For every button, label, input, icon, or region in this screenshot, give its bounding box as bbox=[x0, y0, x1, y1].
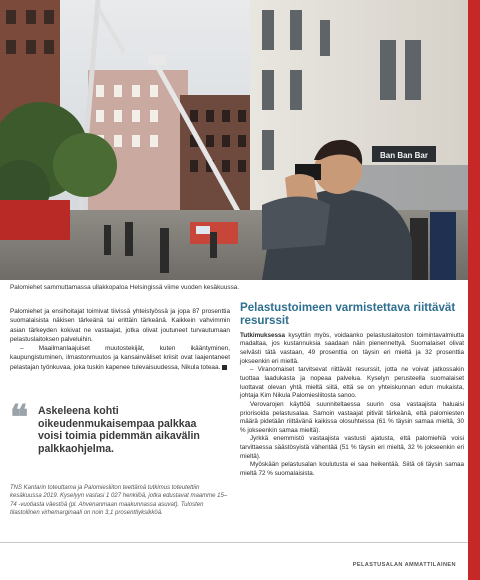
quote-mark-icon: ❝ bbox=[10, 398, 29, 438]
right-paragraph-2: – Viranomaiset tarvitsevat riittävät resurssit, jotta ne voivat jatkossakin tuottaa laadukasta ja nopeaa palvelua. Kyselyn perusteella suomalaiset luottavat olevan yhtä mieltä siitä, että se on yhteiskunnan edun mukaista, johtaja Kim Nikula Palomiesliitosta sanoo. bbox=[240, 366, 464, 400]
pull-quote-text: Askeleena kohti oikeudenmukaisempaa palkkaa voisi toimia pidemmän aikavälin palkkaohjelma. bbox=[38, 405, 200, 455]
photo-caption: Palomiehet sammuttamassa ullakkopaloa Helsingissä viime vuoden kesäkuussa. bbox=[10, 284, 240, 291]
right-paragraph-1 bbox=[240, 332, 464, 367]
right-paragraph-5: Myöskään pelastusalan koulutusta ei saa heikentää. Siitä oli täysin samaa mieltä 72 % suomalaisista. bbox=[240, 461, 464, 478]
left-paragraph-2-text: – Maailmanlaajuiset muutostekijät, kuten ikääntyminen, kaupungistuminen, ilmastonmuutos ja kansainväliset kriisit ovat laajentaneet pelastajan työnkuvaa, joka tuskin kapenee tulevaisuudessa, Nikula toteaa. bbox=[10, 345, 230, 371]
magazine-footer: PELASTUSALAN AMMATTILAINEN bbox=[352, 562, 456, 568]
page-edge-red-bar bbox=[468, 0, 480, 580]
right-paragraph-3: Verovarojen käyttöä suunniteltaessa suurin osa vastaajista haluaisi priorisoida pelastusalaa. Samoin vastaajat pitivät tärkeänä, että palomiesten määrä pidetään riittävänä kaikissa olosuhteissa (61 % täysin samaa mieltä, 30 % jokseenkin samaa mieltä). bbox=[240, 400, 464, 434]
shop-sign-text: Ban Ban Bar bbox=[379, 151, 429, 160]
survey-footnote: TNS Kantarin toteuttama ja Palomiesliiton teettämä tutkimus toteutettiin kesäkuussa 2019. Kyselyyn vastasi 1 027 henkilöä, jotka edustavat maamme 15–74 -vuotiasta väestöä (pl. Ahvenanmaan maakunnassa asuvat). Tulosten tilastollinen virhemarginaali on noin 3,1 prosenttiyksikköä. bbox=[10, 485, 228, 517]
right-body bbox=[240, 332, 464, 479]
left-column bbox=[10, 307, 230, 372]
right-paragraph-1-text: kysyttiin myös, voidaanko pelastuslaitoston toimintavalmiutta madaltaa, jos kustannuksia saadaan näin pienennettyä. Suomalaiset olivat selvästi tätä vastaan, 49 prosenttia on täysin eri mieltä ja 32 prosenttia jokseenkin eri mieltä. bbox=[240, 331, 464, 365]
right-paragraph-4: Jyrkkä enemmistö vastaajista vastusti ajatusta, että palomiehiä voisi tarvittaessa säästösyistä vähentää (51 % täysin eri mieltä, 32 % jokseenkin eri mieltä). bbox=[240, 435, 464, 460]
article-photo bbox=[0, 0, 468, 280]
right-column bbox=[240, 302, 464, 479]
left-paragraph-2 bbox=[10, 344, 230, 372]
pull-quote bbox=[10, 398, 230, 475]
section-heading: Pelastustoimeen varmistettava riittävät resurssit bbox=[240, 301, 456, 327]
left-paragraph-1: Palomiehet ja ensihoitajat toimivat tiivissä yhteistyössä ja jopa 87 prosenttia suomalaisista näkisen tärkeänä tai erittäin tärkeänä. Kaikkein vahvimmin asian tärkeyden kokivat ne vastaajat, jotka olivat joutuneet turvautumaan pelastuslaitoksen palveluihin. bbox=[10, 308, 230, 343]
footer-divider bbox=[0, 542, 468, 543]
lead-word: Tutkimuksessa bbox=[240, 331, 286, 339]
end-square-icon bbox=[222, 365, 227, 370]
